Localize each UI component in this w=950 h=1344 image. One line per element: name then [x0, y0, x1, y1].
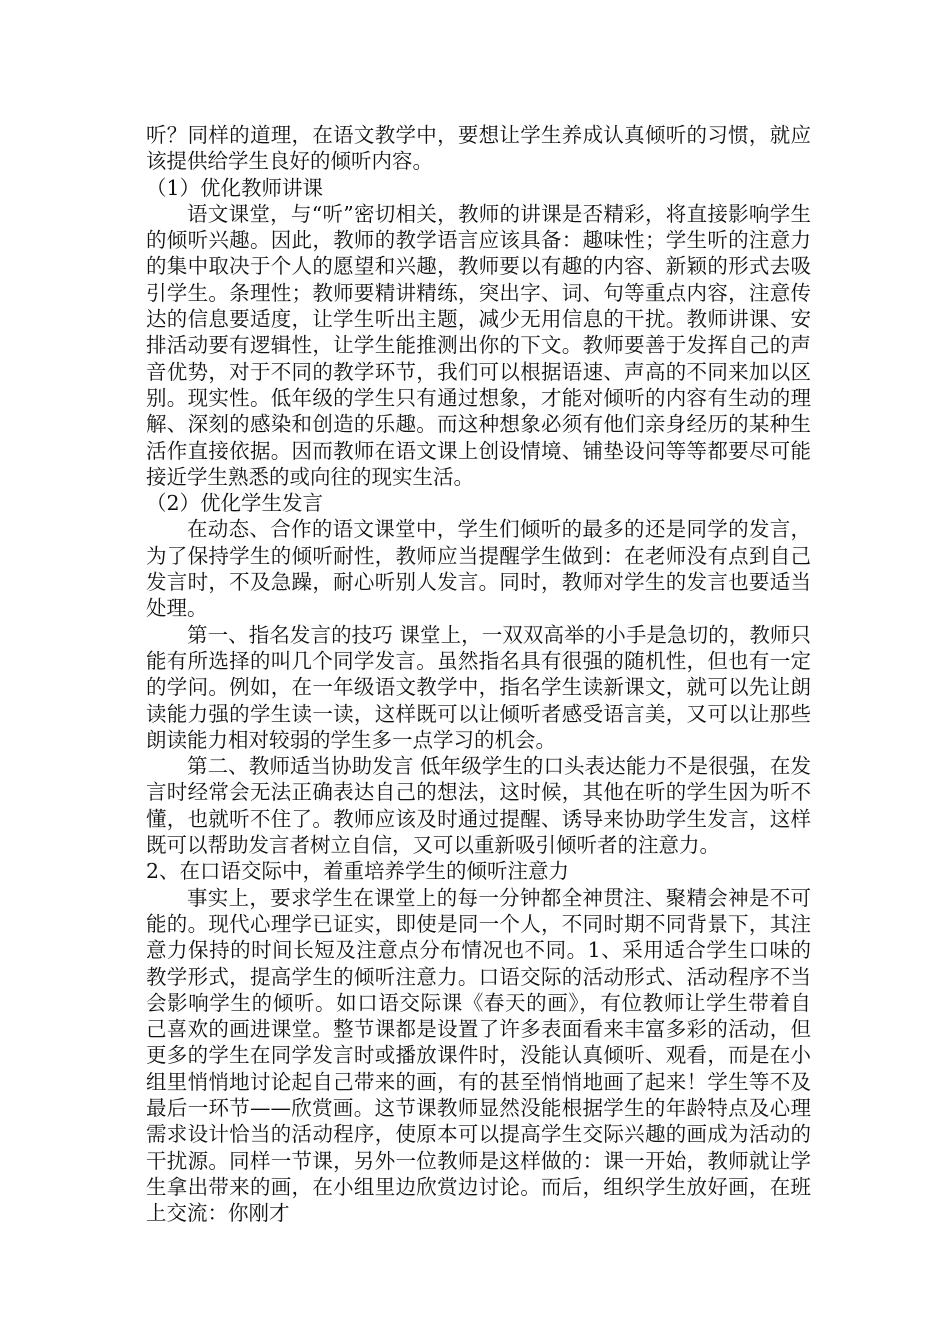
paragraph-naming-technique: 第一、指名发言的技巧 课堂上，一双双高举的小手是急切的，教师只能有所选择的叫几个同学发言。虽然指名具有很强的随机性，但也有一定的学问。例如，在一年级语文教学中，指名学生读新课文，就可以先让朗读能力强的学生读一读，这样既可以让倾听者感受语言美，又可以让那些朗读能力相对较弱的学生多一点学习的机会。 — [146, 622, 811, 752]
paragraph-intro: 听？同样的道理，在语文教学中，要想让学生养成认真倾听的习惯，就应该提供给学生良好的倾听内容。 — [146, 123, 811, 174]
paragraph-teacher-lecture: 语文课堂，与“听”密切相关，教师的讲课是否精彩，将直接影响学生的倾听兴趣。因此，教师的教学语言应该具备：趣味性；学生听的注意力的集中取决于个人的愿望和兴趣，教师要以有趣的内容、新颖的形式去吸引学生。条理性；教师要精讲精练，突出字、词、句等重点内容，注意传达的信息要适度，让学生听出主题，减少无用信息的干扰。教师讲课、安排活动要有逻辑性，让学生能推测出你的下文。教师要善于发挥自己的声音优势，对于不同的教学环节，我们可以根据语速、声高的不同来加以区别。现实性。低年级的学生只有通过想象，才能对倾听的内容有生动的理解、深刻的感染和创造的乐趣。而这种想象必须有他们亲身经历的某种生活作直接依据。因而教师在语文课上创设情境、铺垫设问等等都要尽可能接近学生熟悉的或向往的现实生活。 — [146, 201, 811, 489]
paragraph-student-speech: 在动态、合作的语文课堂中，学生们倾听的最多的还是同学的发言，为了保持学生的倾听耐性，教师应当提醒学生做到：在老师没有点到自己发言时，不及急躁，耐心听别人发言。同时，教师对学生的发言也要适当处理。 — [146, 517, 811, 621]
document-page — [146, 122, 811, 1226]
paragraph-teacher-assist: 第二、教师适当协助发言 低年级学生的口头表达能力不是很强，在发言时经常会无法正确表达自己的想法，这时候，其他在听的学生因为听不懂，也就听不住了。教师应该及时通过提醒、诱导来协助学生发言，这样既可以帮助发言者树立自信，又可以重新吸引倾听者的注意力。 — [146, 754, 811, 858]
section-heading-optimize-student-speech: （2）优化学生发言 — [146, 491, 324, 516]
section-heading-optimize-teacher-lecture: （1）优化教师讲课 — [146, 175, 324, 200]
section-heading-oral-communication: 2、在口语交际中，着重培养学生的倾听注意力 — [146, 859, 570, 884]
paragraph-oral-communication: 事实上，要求学生在课堂上的每一分钟都全神贯注、聚精会神是不可能的。现代心理学已证实，即使是同一个人，不同时期不同背景下，其注意力保持的时间长短及注意点分布情况也不同。1、采用适合学生口味的教学形式，提高学生的倾听注意力。口语交际的活动形式、活动程序不当会影响学生的倾听。如口语交际课《春天的画》，有位教师让学生带着自己喜欢的画进课堂。整节课都是设置了许多表面看来丰富多彩的活动，但更多的学生在同学发言时或播放课件时，没能认真倾听、观看，而是在小组里悄悄地讨论起自己带来的画，有的甚至悄悄地画了起来！学生等不及最后一环节——欣赏画。这节课教师显然没能根据学生的年龄特点及心理需求设计恰当的活动程序，使原本可以提高学生交际兴趣的画成为活动的干扰源。同样一节课，另外一位教师是这样做的：课一开始，教师就让学生拿出带来的画，在小组里边欣赏边讨论。而后，组织学生放好画，在班上交流：你刚才 — [146, 885, 811, 1226]
